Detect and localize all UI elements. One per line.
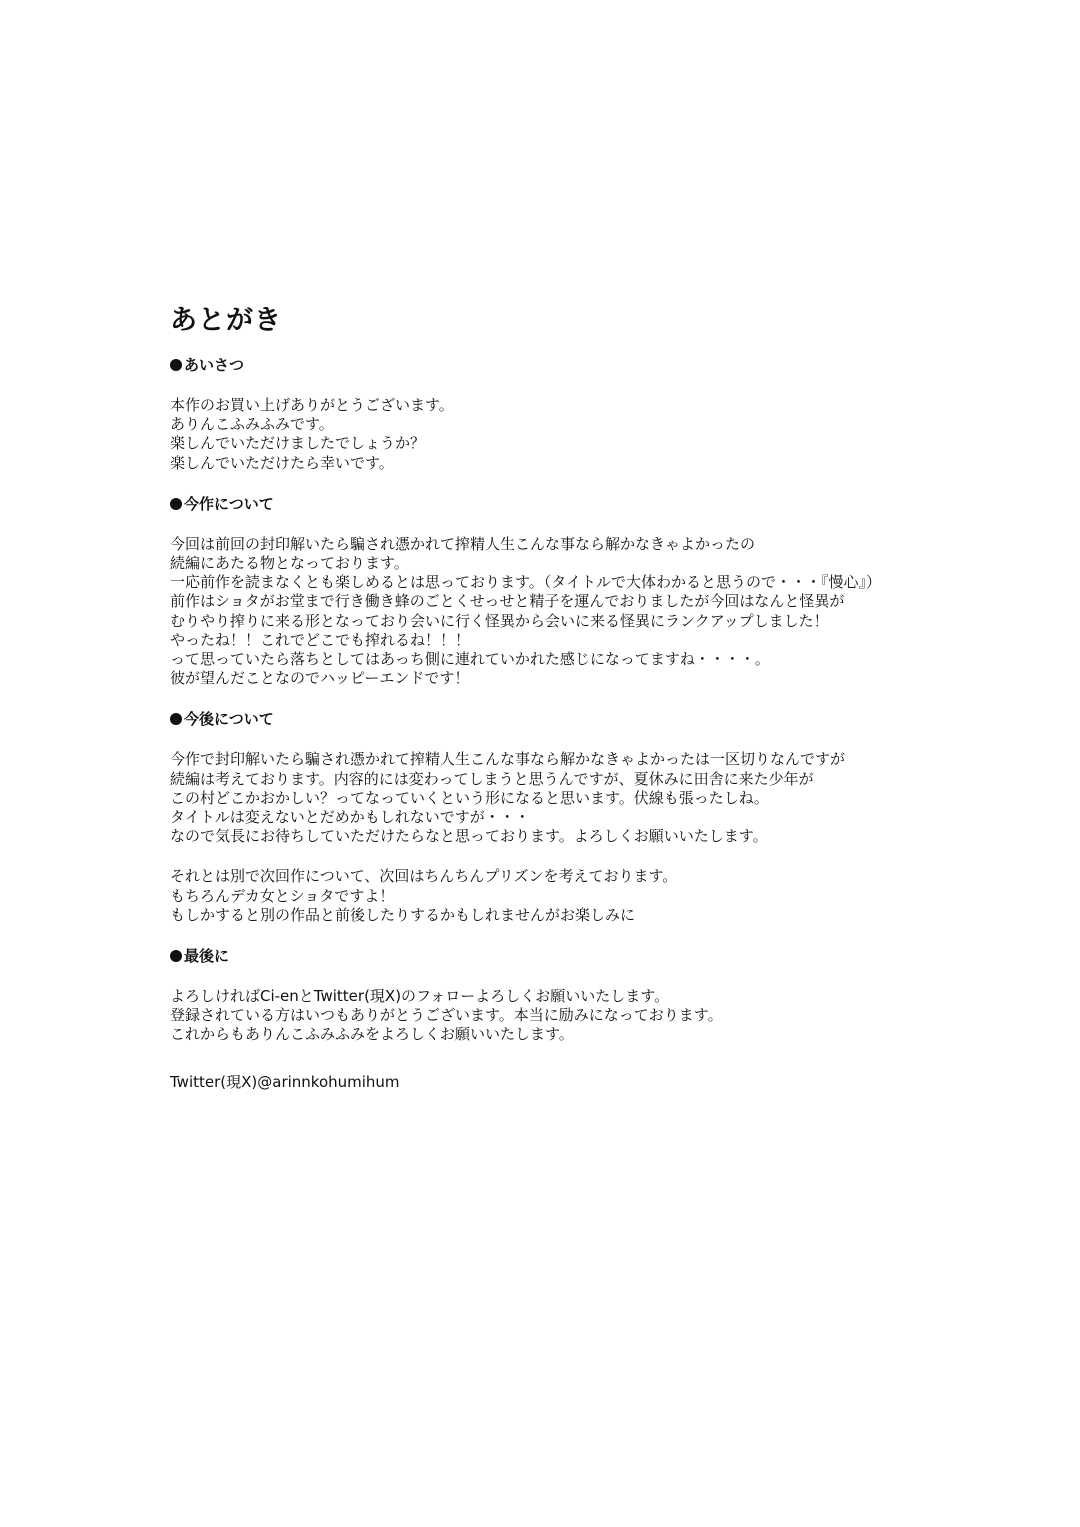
bullet-icon xyxy=(170,950,182,962)
section-heading-text: 今後について xyxy=(184,710,274,729)
section-heading-this-work xyxy=(170,494,1050,514)
text-line: 前作はショタがお堂まで行き働き蜂のごとくせっせと精子を運んでおりましたが今回はなんと怪異が xyxy=(170,592,845,611)
afterword-content xyxy=(170,303,1050,1092)
text-line: もしかすると別の作品と前後したりするかもしれませんがお楽しみに xyxy=(170,905,636,924)
section-heading-text: 最後に xyxy=(184,947,230,966)
text-line: タイトルは変えないとだめかもしれないですが・・・ xyxy=(170,808,530,827)
text-line: って思っていたら落ちとしてはあっち側に連れていかれた感じになってますね・・・・。 xyxy=(170,650,770,669)
section-heading-greeting xyxy=(170,355,1050,375)
text-line: もちろんデカ女とショタですよ！ xyxy=(170,886,395,905)
text-line: 登録されている方はいつもありがとうございます。本当に励みになっております。 xyxy=(170,1006,723,1025)
paragraph xyxy=(170,535,1050,689)
text-line: 楽しんでいただけたら幸いです。 xyxy=(170,453,394,472)
section-heading-text: 今作について xyxy=(184,494,274,513)
twitter-handle: Twitter(現X)@arinnkohumihum xyxy=(170,1072,400,1091)
section-heading-text: あいさつ xyxy=(184,356,245,374)
bullet-icon xyxy=(170,359,182,371)
text-line: なので気長にお待ちしていただけたらなと思っております。よろしくお願いいたします。 xyxy=(170,827,768,846)
paragraph xyxy=(170,396,1050,473)
text-line: それとは別で次回作について、次回はちんちんプリズンを考えております。 xyxy=(170,867,678,886)
paragraph xyxy=(170,750,1050,846)
section-heading-future xyxy=(170,709,1050,729)
paragraph xyxy=(170,987,1050,1045)
text-line: 続編は考えております。内容的には変わってしまうと思うんですが、夏休みに田舎に来た少年が xyxy=(170,769,814,788)
text-line: 今回は前回の封印解いたら騙され憑かれて搾精人生こんな事なら解かなきゃよかったの xyxy=(170,534,756,553)
text-line: 彼が望んだことなのでハッピーエンドです！ xyxy=(170,669,470,688)
text-line: ありんこふみふみです。 xyxy=(170,415,334,434)
text-line: よろしければCi-enとTwitter(現X)のフォローよろしくお願いいたします。 xyxy=(170,987,670,1006)
text-line: やったね！！これでどこでも搾れるね！！！ xyxy=(170,630,471,649)
text-line: この村どこかおかしい？ってなっていくという形になると思います。伏線も張ったしね。 xyxy=(170,788,769,807)
text-line: 楽しんでいただけましたでしょうか？ xyxy=(170,434,426,453)
paragraph xyxy=(170,867,1050,925)
text-line: これからもありんこふみふみをよろしくお願いいたします。 xyxy=(170,1025,574,1044)
section-heading-finally xyxy=(170,946,1050,966)
bullet-icon xyxy=(170,713,182,725)
text-line: 本作のお買い上げありがとうございます。 xyxy=(170,396,454,414)
bullet-icon xyxy=(170,498,182,510)
page-title: あとがき xyxy=(170,305,282,336)
text-line: 続編にあたる物となっております。 xyxy=(170,554,409,573)
text-line: むりやり搾りに来る形となっており会いに行く怪異から会いに来る怪異にランクアップしました！ xyxy=(170,611,829,630)
text-line: 今作で封印解いたら騙され憑かれて搾精人生こんな事なら解かなきゃよかったは一区切りなんですが xyxy=(170,750,846,769)
text-line: 一応前作を読まなくとも楽しめるとは思っております。（タイトルで大体わかると思うので・・・『慢心』） xyxy=(170,573,882,592)
